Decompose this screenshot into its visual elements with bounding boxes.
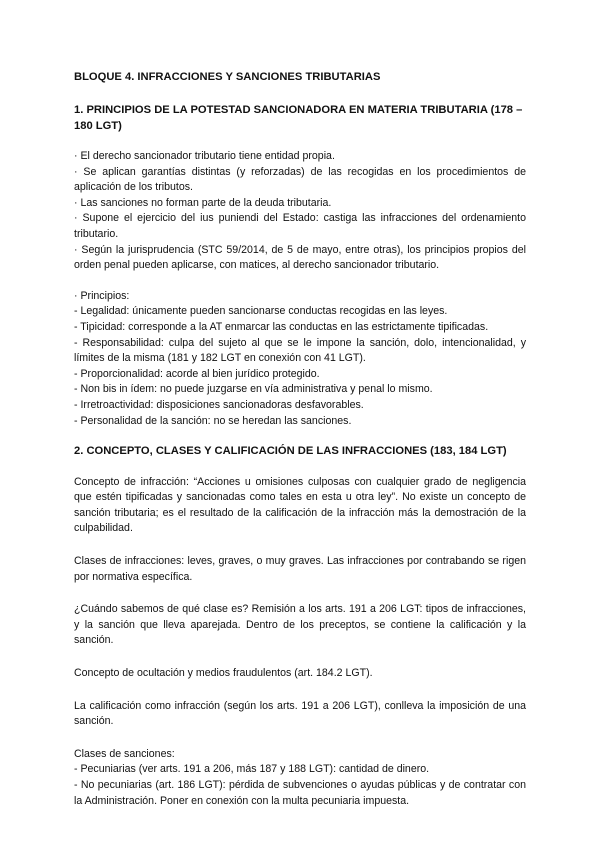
sanctions-list	[74, 747, 526, 809]
sanction-item: - Pecuniarias (ver arts. 191 a 206, más 187 y 188 LGT): cantidad de dinero.	[74, 763, 430, 776]
bullet-item: · Según la jurisprudencia (STC 59/2014, de 5 de mayo, entre otras), los principios propios del orden penal pueden aplicarse, con matices, al derecho sancionador tributario.	[74, 243, 526, 272]
sanctions-label: Clases de sanciones:	[74, 747, 175, 760]
bullet-item: · Se aplican garantías distintas (y reforzadas) de las recogidas en los procedimientos de aplicación de los tributos.	[74, 165, 526, 194]
principle-item: - Personalidad de la sanción: no se heredan las sanciones.	[74, 414, 352, 427]
paragraph: Concepto de infracción: “Acciones u omisiones culposas con cualquier grado de negligencia que estén tipificadas y sancionadas como tales en esta u otra ley”. No existe un concepto de sanción tributaria; es el resultado de la calificación de la infracción más la demostración de la culpabilidad.	[74, 475, 526, 535]
principle-item: - Legalidad: únicamente pueden sancionarse conductas recogidas en las leyes.	[74, 305, 448, 318]
principle-item: - Tipicidad: corresponde a la AT enmarcar las conductas en las estrictamente tipificadas.	[74, 320, 489, 333]
principle-item: - Responsabilidad: culpa del sujeto al que se le impone la sanción, dolo, intencionalidad, y límites de la misma (181 y 182 LGT en conexión con 41 LGT).	[74, 336, 526, 365]
paragraph: Concepto de ocultación y medios fraudulentos (art. 184.2 LGT).	[74, 666, 373, 679]
bullet-item: · El derecho sancionador tributario tiene entidad propia.	[74, 150, 335, 162]
section-1-heading: 1. PRINCIPIOS DE LA POTESTAD SANCIONADORA EN MATERIA TRIBUTARIA (178 – 180 LGT)	[74, 104, 523, 132]
principles-label: · Principios:	[74, 289, 130, 302]
principle-item: - Non bis in ídem: no puede juzgarse en vía administrativa y penal lo mismo.	[74, 383, 433, 396]
sanction-item: - No pecuniarias (art. 186 LGT): pérdida de subvenciones o ayudas públicas y de contratar con la Administración. Poner en conexión con la multa pecuniaria impuesta.	[74, 778, 526, 807]
bullet-item: · Supone el ejercicio del ius puniendi del Estado: castiga las infracciones del ordenamiento tributario.	[74, 212, 526, 240]
document-body	[74, 70, 526, 809]
document-title: BLOQUE 4. INFRACCIONES Y SANCIONES TRIBUTARIAS	[74, 71, 381, 83]
principles-list	[74, 289, 526, 429]
principle-item: - Irretroactividad: disposiciones sancionadoras desfavorables.	[74, 398, 364, 411]
paragraph: Clases de infracciones: leves, graves, o muy graves. Las infracciones por contrabando se rigen por normativa específica.	[74, 554, 526, 583]
paragraph: ¿Cuándo sabemos de qué clase es? Remisión a los arts. 191 a 206 LGT: tipos de infracciones, y la sanción que lleva aparejada. Dentro de los preceptos, se contiene la calificación y la sanción.	[74, 603, 526, 647]
paragraph: La calificación como infracción (según los arts. 191 a 206 LGT), conlleva la imposición de una sanción.	[74, 699, 526, 728]
section-2-heading: 2. CONCEPTO, CLASES Y CALIFICACIÓN DE LAS INFRACCIONES (183, 184 LGT)	[74, 445, 507, 458]
bullet-item: · Las sanciones no forman parte de la deuda tributaria.	[74, 196, 332, 209]
section-1-bullets	[74, 149, 526, 274]
principle-item: - Proporcionalidad: acorde al bien jurídico protegido.	[74, 367, 320, 380]
